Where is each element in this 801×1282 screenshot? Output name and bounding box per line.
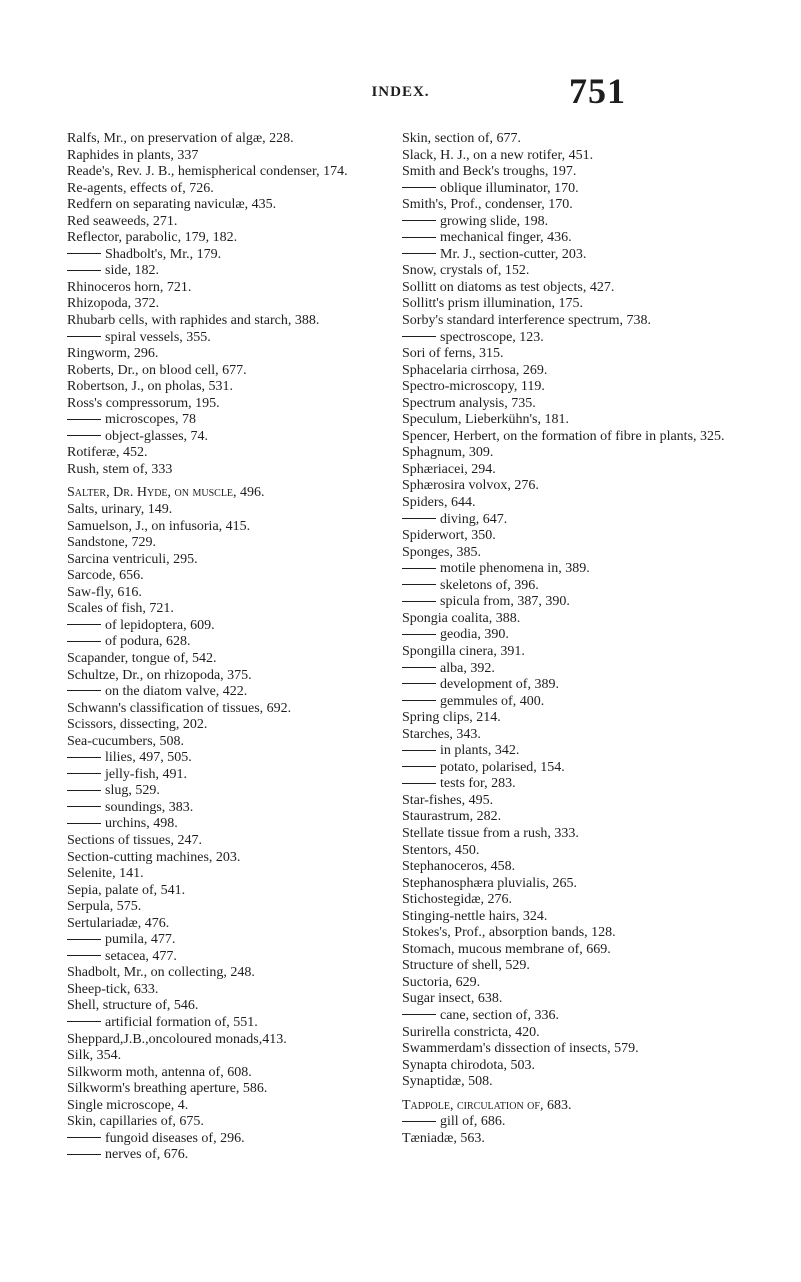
index-entry bbox=[67, 883, 401, 900]
entry-text: Ross's compressorum, 195. bbox=[67, 395, 220, 411]
entry-text: Rotiferæ, 452. bbox=[67, 445, 148, 461]
index-entry bbox=[402, 363, 732, 380]
entry-text: artificial formation of, 551. bbox=[105, 1014, 258, 1030]
index-entry bbox=[402, 197, 732, 214]
entry-text: Sections of tissues, 247. bbox=[67, 832, 202, 848]
index-entry bbox=[402, 1025, 732, 1042]
entry-text: Sheep-tick, 633. bbox=[67, 981, 159, 997]
entry-text: geodia, 390. bbox=[440, 627, 509, 643]
entry-text: Tadpole, circulation of, 683. bbox=[402, 1097, 572, 1113]
entry-text: Tæniadæ, 563. bbox=[402, 1130, 485, 1146]
index-subentry bbox=[67, 949, 401, 966]
index-entry bbox=[67, 1032, 401, 1049]
index-entry bbox=[402, 263, 732, 280]
index-subentry bbox=[402, 230, 732, 247]
entry-text: Selenite, 141. bbox=[67, 866, 144, 882]
entry-text: Sea-cucumbers, 508. bbox=[67, 733, 185, 749]
ditto-dash bbox=[402, 1014, 436, 1015]
index-subentry bbox=[402, 330, 732, 347]
index-entry bbox=[67, 280, 401, 297]
ditto-dash bbox=[67, 641, 101, 642]
index-entry bbox=[67, 552, 401, 569]
ditto-dash bbox=[402, 750, 436, 751]
ditto-dash bbox=[402, 568, 436, 569]
ditto-dash bbox=[402, 667, 436, 668]
entry-text: cane, section of, 336. bbox=[440, 1007, 559, 1023]
entry-text: Salter, Dr. Hyde, on muscle, 496. bbox=[67, 485, 265, 501]
index-entry bbox=[67, 916, 401, 933]
entry-text: Redfern on separating naviculæ, 435. bbox=[67, 197, 277, 213]
entry-text: skeletons of, 396. bbox=[440, 577, 539, 593]
index-entry bbox=[402, 1041, 732, 1058]
index-entry bbox=[67, 346, 401, 363]
entry-text: Stinging-nettle hairs, 324. bbox=[402, 908, 548, 924]
index-subentry bbox=[402, 627, 732, 644]
index-subentry bbox=[402, 1008, 732, 1025]
index-subentry bbox=[67, 412, 401, 429]
entry-text: Stephanoceros, 458. bbox=[402, 859, 516, 875]
entry-text: Stichostegidæ, 276. bbox=[402, 892, 513, 908]
entry-text: Sandstone, 729. bbox=[67, 535, 157, 551]
entry-text: oblique illuminator, 170. bbox=[440, 180, 579, 196]
ditto-dash bbox=[402, 336, 436, 337]
entry-text: Saw-fly, 616. bbox=[67, 584, 142, 600]
index-entry bbox=[402, 1058, 732, 1075]
index-entry bbox=[402, 826, 732, 843]
index-subentry bbox=[67, 618, 401, 635]
index-subentry bbox=[67, 783, 401, 800]
entry-text: nerves of, 676. bbox=[105, 1147, 189, 1163]
ditto-dash bbox=[402, 766, 436, 767]
entry-text: Stentors, 450. bbox=[402, 842, 480, 858]
index-entry bbox=[67, 313, 401, 330]
entry-text: lilies, 497, 505. bbox=[105, 750, 192, 766]
index-entry bbox=[402, 478, 732, 495]
entry-text: Stomach, mucous membrane of, 669. bbox=[402, 941, 611, 957]
entry-text: on the diatom valve, 422. bbox=[105, 684, 248, 700]
entry-text: Spectro-microscopy, 119. bbox=[402, 379, 545, 395]
entry-text: Rush, stem of, 333 bbox=[67, 461, 173, 477]
entry-text: Skin, capillaries of, 675. bbox=[67, 1114, 204, 1130]
entry-text: Sepia, palate of, 541. bbox=[67, 882, 186, 898]
index-subentry bbox=[402, 512, 732, 529]
ditto-dash bbox=[67, 939, 101, 940]
entry-text: Sphærosira volvox, 276. bbox=[402, 478, 539, 494]
entry-text: Snow, crystals of, 152. bbox=[402, 263, 530, 279]
index-subentry bbox=[402, 1114, 732, 1131]
entry-text: Red seaweeds, 271. bbox=[67, 213, 178, 229]
entry-text: motile phenomena in, 389. bbox=[440, 561, 590, 577]
index-entry bbox=[67, 734, 401, 751]
entry-text: Synapta chirodota, 503. bbox=[402, 1057, 535, 1073]
index-subentry bbox=[402, 561, 732, 578]
entry-text: spiral vessels, 355. bbox=[105, 329, 211, 345]
entry-text: Surirella constricta, 420. bbox=[402, 1024, 540, 1040]
index-entry bbox=[67, 585, 401, 602]
entry-text: Ralfs, Mr., on preservation of algæ, 228. bbox=[67, 131, 294, 146]
entry-text: Silk, 354. bbox=[67, 1048, 122, 1064]
index-subentry bbox=[402, 247, 732, 264]
index-entry bbox=[67, 965, 401, 982]
index-entry bbox=[402, 958, 732, 975]
entry-text: of podura, 628. bbox=[105, 634, 191, 650]
index-entry bbox=[67, 363, 401, 380]
entry-text: gill of, 686. bbox=[440, 1114, 506, 1130]
entry-text: Star-fishes, 495. bbox=[402, 792, 494, 808]
index-subentry bbox=[67, 800, 401, 817]
entry-text: Starches, 343. bbox=[402, 726, 481, 742]
index-subentry bbox=[402, 578, 732, 595]
entry-text: microscopes, 78 bbox=[105, 412, 196, 428]
ditto-dash bbox=[67, 955, 101, 956]
index-entry bbox=[402, 445, 732, 462]
index-entry bbox=[402, 528, 732, 545]
section-gap bbox=[402, 1091, 732, 1098]
entry-text: Sugar insect, 638. bbox=[402, 991, 503, 1007]
entry-text: Smith's, Prof., condenser, 170. bbox=[402, 197, 573, 213]
entry-text: Spencer, Herbert, on the formation of fibre in plants, 325. bbox=[402, 428, 725, 444]
index-entry bbox=[402, 1131, 732, 1148]
index-entry bbox=[402, 495, 732, 512]
entry-text: Sorby's standard interference spectrum, 738. bbox=[402, 313, 651, 329]
index-subentry bbox=[402, 677, 732, 694]
ditto-dash bbox=[67, 1137, 101, 1138]
index-subentry bbox=[67, 816, 401, 833]
entry-text: Spongia coalita, 388. bbox=[402, 610, 521, 626]
index-entry bbox=[67, 148, 401, 165]
entry-text: Scapander, tongue of, 542. bbox=[67, 650, 217, 666]
entry-text: Roberts, Dr., on blood cell, 677. bbox=[67, 362, 247, 378]
ditto-dash bbox=[67, 790, 101, 791]
index-subentry bbox=[67, 767, 401, 784]
index-entry bbox=[67, 519, 401, 536]
entry-text: Re-agents, effects of, 726. bbox=[67, 180, 214, 196]
entry-text: diving, 647. bbox=[440, 511, 508, 527]
index-entry bbox=[402, 1074, 732, 1091]
index-entry bbox=[67, 850, 401, 867]
index-subentry bbox=[67, 932, 401, 949]
index-subentry bbox=[67, 684, 401, 701]
index-subentry bbox=[402, 181, 732, 198]
index-entry bbox=[67, 998, 401, 1015]
entry-text: Synaptidæ, 508. bbox=[402, 1074, 493, 1090]
entry-text: Reflector, parabolic, 179, 182. bbox=[67, 230, 238, 246]
index-entry bbox=[67, 131, 401, 148]
index-entry bbox=[402, 942, 732, 959]
entry-text: fungoid diseases of, 296. bbox=[105, 1130, 245, 1146]
entry-text: slug, 529. bbox=[105, 783, 160, 799]
entry-text: Shadbolt, Mr., on collecting, 248. bbox=[67, 965, 255, 981]
index-entry bbox=[402, 909, 732, 926]
index-subentry bbox=[67, 263, 401, 280]
entry-text: of lepidoptera, 609. bbox=[105, 617, 215, 633]
index-entry bbox=[402, 346, 732, 363]
ditto-dash bbox=[67, 270, 101, 271]
entry-text: Robertson, J., on pholas, 531. bbox=[67, 379, 234, 395]
entry-text: Sollitt's prism illumination, 175. bbox=[402, 296, 584, 312]
ditto-dash bbox=[402, 783, 436, 784]
ditto-dash bbox=[67, 435, 101, 436]
ditto-dash bbox=[67, 253, 101, 254]
section-gap bbox=[67, 478, 401, 485]
ditto-dash bbox=[67, 336, 101, 337]
entry-text: Sarcina ventriculi, 295. bbox=[67, 551, 198, 567]
index-entry bbox=[402, 148, 732, 165]
index-subentry bbox=[402, 694, 732, 711]
index-entry bbox=[67, 568, 401, 585]
index-subentry bbox=[402, 214, 732, 231]
index-subentry bbox=[67, 247, 401, 264]
entry-text: Rhizopoda, 372. bbox=[67, 296, 160, 312]
entry-text: Schultze, Dr., on rhizopoda, 375. bbox=[67, 667, 252, 683]
index-entry bbox=[67, 899, 401, 916]
index-entry bbox=[402, 925, 732, 942]
index-subentry bbox=[67, 330, 401, 347]
index-entry bbox=[67, 396, 401, 413]
ditto-dash bbox=[67, 624, 101, 625]
ditto-dash bbox=[402, 220, 436, 221]
entry-text: Single microscope, 4. bbox=[67, 1097, 189, 1113]
index-entry bbox=[67, 1048, 401, 1065]
ditto-dash bbox=[67, 806, 101, 807]
entry-text: Slack, H. J., on a new rotifer, 451. bbox=[402, 147, 594, 163]
index-subentry bbox=[67, 1147, 401, 1164]
index-entry bbox=[402, 164, 732, 181]
entry-text: Sphæriacei, 294. bbox=[402, 461, 496, 477]
ditto-dash bbox=[67, 419, 101, 420]
index-entry bbox=[402, 462, 732, 479]
entry-text: Rhubarb cells, with raphides and starch, 388. bbox=[67, 313, 320, 329]
index-entry bbox=[402, 313, 732, 330]
entry-text: Smith and Beck's troughs, 197. bbox=[402, 164, 577, 180]
entry-text: Rhinoceros horn, 721. bbox=[67, 279, 192, 295]
entry-text: Spongilla cinera, 391. bbox=[402, 643, 525, 659]
entry-text: Sphagnum, 309. bbox=[402, 445, 494, 461]
entry-text: Schwann's classification of tissues, 692. bbox=[67, 700, 292, 716]
index-entry bbox=[402, 379, 732, 396]
index-entry bbox=[67, 1098, 401, 1115]
page-number: 751 bbox=[569, 71, 626, 111]
index-entry bbox=[67, 296, 401, 313]
index-entry bbox=[67, 379, 401, 396]
ditto-dash bbox=[402, 584, 436, 585]
entry-text: Sphacelaria cirrhosa, 269. bbox=[402, 362, 548, 378]
entry-text: tests for, 283. bbox=[440, 776, 516, 792]
entry-text: Scissors, dissecting, 202. bbox=[67, 717, 208, 733]
entry-text: Spiders, 644. bbox=[402, 495, 476, 511]
index-subentry bbox=[402, 661, 732, 678]
entry-text: Spring clips, 214. bbox=[402, 710, 501, 726]
index-entry bbox=[402, 280, 732, 297]
entry-text: Spectrum analysis, 735. bbox=[402, 395, 536, 411]
index-entry bbox=[402, 809, 732, 826]
index-entry bbox=[402, 793, 732, 810]
ditto-dash bbox=[67, 823, 101, 824]
entry-text: Stellate tissue from a rush, 333. bbox=[402, 825, 579, 841]
index-entry bbox=[67, 833, 401, 850]
index-entry bbox=[402, 843, 732, 860]
index-entry bbox=[402, 545, 732, 562]
page-header bbox=[0, 70, 801, 114]
index-entry bbox=[67, 164, 401, 181]
index-entry bbox=[402, 131, 732, 148]
entry-text: growing slide, 198. bbox=[440, 213, 549, 229]
entry-text: Sarcode, 656. bbox=[67, 568, 144, 584]
entry-text: setacea, 477. bbox=[105, 948, 177, 964]
index-entry bbox=[402, 412, 732, 429]
index-entry bbox=[67, 601, 401, 618]
index-column-left bbox=[67, 131, 401, 1164]
index-subentry bbox=[67, 634, 401, 651]
ditto-dash bbox=[402, 683, 436, 684]
entry-text: Structure of shell, 529. bbox=[402, 958, 530, 974]
index-entry bbox=[67, 214, 401, 231]
entry-text: Ringworm, 296. bbox=[67, 346, 159, 362]
entry-text: Staurastrum, 282. bbox=[402, 809, 502, 825]
entry-text: Swammerdam's dissection of insects, 579. bbox=[402, 1041, 639, 1057]
entry-text: Serpula, 575. bbox=[67, 899, 142, 915]
page-title: INDEX. bbox=[371, 84, 430, 100]
index-entry bbox=[402, 1098, 732, 1115]
ditto-dash bbox=[67, 757, 101, 758]
entry-text: potato, polarised, 154. bbox=[440, 759, 565, 775]
entry-text: Reade's, Rev. J. B., hemispherical condenser, 174. bbox=[67, 164, 348, 180]
index-entry bbox=[402, 892, 732, 909]
index-subentry bbox=[67, 1015, 401, 1032]
entry-text: Spiderwort, 350. bbox=[402, 528, 496, 544]
index-subentry bbox=[67, 750, 401, 767]
entry-text: Shadbolt's, Mr., 179. bbox=[105, 246, 222, 262]
index-entry bbox=[67, 502, 401, 519]
index-subentry bbox=[402, 743, 732, 760]
ditto-dash bbox=[67, 773, 101, 774]
index-entry bbox=[67, 651, 401, 668]
entry-text: Samuelson, J., on infusoria, 415. bbox=[67, 518, 251, 534]
index-entry bbox=[67, 462, 401, 479]
index-entry bbox=[67, 535, 401, 552]
entry-text: Sori of ferns, 315. bbox=[402, 346, 504, 362]
index-entry bbox=[67, 866, 401, 883]
entry-text: Stephanosphæra pluvialis, 265. bbox=[402, 875, 577, 891]
index-entry bbox=[402, 611, 732, 628]
index-entry bbox=[402, 429, 732, 446]
index-column-right bbox=[402, 131, 732, 1147]
ditto-dash bbox=[402, 1121, 436, 1122]
entry-text: gemmules of, 400. bbox=[440, 693, 545, 709]
index-entry bbox=[67, 197, 401, 214]
index-entry bbox=[67, 717, 401, 734]
ditto-dash bbox=[402, 700, 436, 701]
index-entry bbox=[402, 396, 732, 413]
entry-text: Silkworm moth, antenna of, 608. bbox=[67, 1064, 252, 1080]
ditto-dash bbox=[67, 1021, 101, 1022]
entry-text: in plants, 342. bbox=[440, 743, 520, 759]
index-subentry bbox=[67, 429, 401, 446]
ditto-dash bbox=[67, 1154, 101, 1155]
index-entry bbox=[67, 230, 401, 247]
entry-text: Section-cutting machines, 203. bbox=[67, 849, 241, 865]
entry-text: Scales of fish, 721. bbox=[67, 601, 174, 617]
entry-text: Sertulariadæ, 476. bbox=[67, 915, 170, 931]
entry-text: Salts, urinary, 149. bbox=[67, 502, 173, 518]
index-entry bbox=[67, 1114, 401, 1131]
entry-text: Sollitt on diatoms as test objects, 427. bbox=[402, 279, 615, 295]
entry-text: object-glasses, 74. bbox=[105, 428, 209, 444]
entry-text: pumila, 477. bbox=[105, 932, 176, 948]
index-entry bbox=[402, 876, 732, 893]
entry-text: side, 182. bbox=[105, 263, 160, 279]
index-entry bbox=[402, 975, 732, 992]
entry-text: Sponges, 385. bbox=[402, 544, 481, 560]
index-entry bbox=[402, 859, 732, 876]
index-entry bbox=[67, 445, 401, 462]
entry-text: Skin, section of, 677. bbox=[402, 131, 521, 146]
entry-text: alba, 392. bbox=[440, 660, 495, 676]
entry-text: spicula from, 387, 390. bbox=[440, 594, 570, 610]
index-entry bbox=[67, 1065, 401, 1082]
entry-text: mechanical finger, 436. bbox=[440, 230, 572, 246]
index-subentry bbox=[67, 1131, 401, 1148]
index-entry bbox=[67, 668, 401, 685]
entry-text: Stokes's, Prof., absorption bands, 128. bbox=[402, 925, 616, 941]
entry-text: Speculum, Lieberkühn's, 181. bbox=[402, 412, 569, 428]
ditto-dash bbox=[402, 237, 436, 238]
index-subentry bbox=[402, 776, 732, 793]
index-subentry bbox=[402, 760, 732, 777]
entry-text: Silkworm's breathing aperture, 586. bbox=[67, 1081, 268, 1097]
index-entry bbox=[402, 644, 732, 661]
index-entry bbox=[67, 1081, 401, 1098]
ditto-dash bbox=[402, 601, 436, 602]
index-entry bbox=[67, 982, 401, 999]
entry-text: Suctoria, 629. bbox=[402, 974, 481, 990]
index-entry bbox=[402, 296, 732, 313]
index-entry bbox=[402, 727, 732, 744]
ditto-dash bbox=[67, 690, 101, 691]
ditto-dash bbox=[402, 187, 436, 188]
entry-text: Mr. J., section-cutter, 203. bbox=[440, 246, 587, 262]
index-entry bbox=[402, 991, 732, 1008]
entry-text: development of, 389. bbox=[440, 677, 559, 693]
entry-text: soundings, 383. bbox=[105, 799, 194, 815]
entry-text: Sheppard,J.B.,oncoloured monads,413. bbox=[67, 1031, 287, 1047]
entry-text: Raphides in plants, 337 bbox=[67, 147, 199, 163]
ditto-dash bbox=[402, 253, 436, 254]
ditto-dash bbox=[402, 518, 436, 519]
entry-text: Shell, structure of, 546. bbox=[67, 998, 199, 1014]
entry-text: urchins, 498. bbox=[105, 816, 178, 832]
entry-text: jelly-fish, 491. bbox=[105, 766, 188, 782]
index-entry bbox=[67, 701, 401, 718]
ditto-dash bbox=[402, 634, 436, 635]
index-entry bbox=[402, 710, 732, 727]
index-entry bbox=[67, 181, 401, 198]
index-entry bbox=[67, 485, 401, 502]
index-subentry bbox=[402, 594, 732, 611]
entry-text: spectroscope, 123. bbox=[440, 329, 544, 345]
